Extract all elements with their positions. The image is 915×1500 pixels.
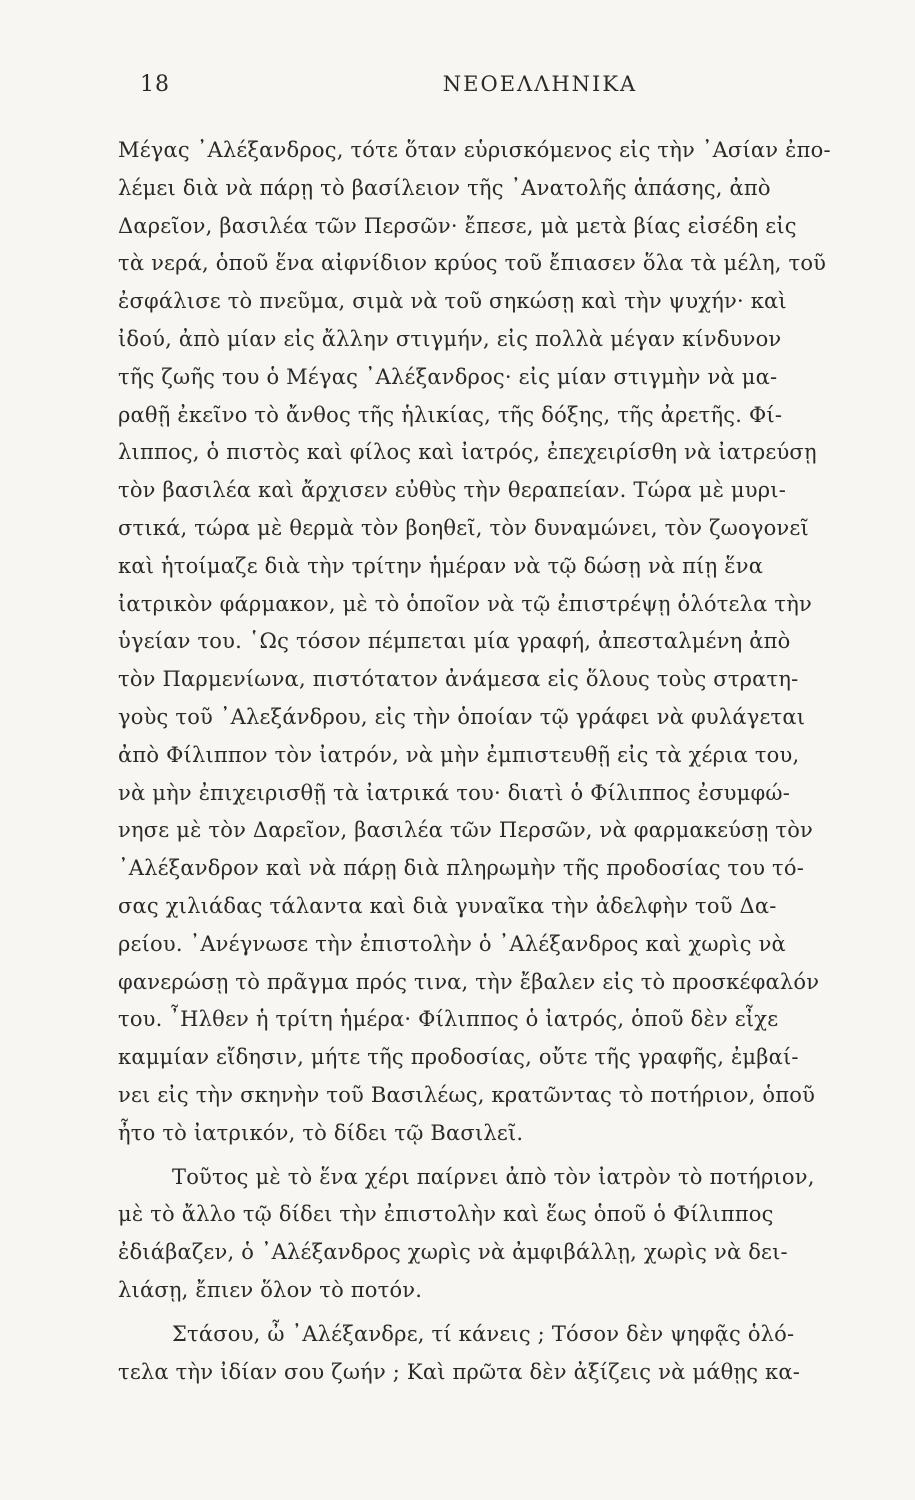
paragraph [118,1159,884,1310]
text-line: Τοῦτος μὲ τὸ ἕνα χέρι παίρνει ἀπὸ τὸν ἰατρὸν τὸ ποτήριον, [172,1164,815,1189]
text-line: ἐσφάλισε τὸ πνεῦμα, σιμὰ νὰ τοῦ σηκώσῃ καὶ τὴν ψυχήν· καὶ [118,289,787,314]
text-line: τὸν Παρμενίωνα, πιστότατον ἀνάμεσα εἰς ὅλους τοὺς στρατη- [118,667,799,692]
text-line: νησε μὲ τὸν Δαρεῖον, βασιλέα τῶν Περσῶν, νὰ φαρμακεύσῃ τὸν [118,818,814,843]
text-line: Δαρεῖον, βασιλέα τῶν Περσῶν· ἔπεσε, μὰ μετὰ βίας εἰσέδη εἰς [118,213,797,238]
text-line: ἐδιάβαζεν, ὁ ᾿Αλέξανδρος χωρὶς νὰ ἀμφιβάλλῃ, χωρὶς νὰ δει- [118,1240,788,1265]
text-line: ρείου. ᾿Ανέγνωσε τὴν ἐπιστολὴν ὁ ᾿Αλέξανδρος καὶ χωρὶς νὰ [118,931,786,956]
text-line: λιππος, ὁ πιστὸς καὶ φίλος καὶ ἰατρός, ἐπεχειρίσθη νὰ ἰατρεύσῃ [118,440,817,465]
text-line: ραθῇ ἐκεῖνο τὸ ἄνθος τῆς ἡλικίας, τῆς δόξης, τῆς ἀρετῆς. Φί- [118,402,783,427]
text-line: καμμίαν εἴδησιν, μήτε τῆς προδοσίας, οὔτε τῆς γραφῆς, ἐμβαί- [118,1045,799,1070]
page-number: 18 [140,72,170,97]
text-line: ἰδού, ἀπὸ μίαν εἰς ἄλλην στιγμήν, εἰς πολλὰ μέγαν κίνδυνον [118,326,782,351]
text-line: μὲ τὸ ἄλλο τῷ δίδει τὴν ἐπιστολὴν καὶ ἕως ὁποῦ ὁ Φίλιππος [118,1202,774,1227]
text-line: λιάσῃ, ἔπιεν ὅλον τὸ ποτόν. [118,1277,423,1302]
text-line: σας χιλιάδας τάλαντα καὶ διὰ γυναῖκα τὴν ἀδελφὴν τοῦ Δα- [118,893,777,918]
text-line: τὸν βασιλέα καὶ ἄρχισεν εὐθὺς τὴν θεραπείαν. Τώρα μὲ μυρι- [118,478,787,503]
text-line: νὰ μὴν ἐπιχειρισθῇ τὰ ἰατρικά του· διατὶ ὁ Φίλιππος ἐσυμφώ- [118,780,791,805]
paragraph [118,132,884,1153]
text-line: ἰατρικὸν φάρμακον, μὲ τὸ ὁποῖον νὰ τῷ ἐπιστρέψῃ ὁλότελα τὴν [118,591,812,616]
body-text [118,132,884,1391]
text-line: του. ῏Ηλθεν ἡ τρίτη ἡμέρα· Φίλιππος ὁ ἰατρός, ὁποῦ δὲν εἶχε [118,1007,779,1032]
text-line: τὰ νερά, ὁποῦ ἕνα αἰφνίδιον κρύος τοῦ ἔπιασεν ὅλα τὰ μέλη, τοῦ [118,251,827,276]
text-line: ᾿Αλέξανδρον καὶ νὰ πάρῃ διὰ πληρωμὴν τῆς προδοσίας του τό- [118,856,804,881]
text-line: τῆς ζωῆς του ὁ Μέγας ᾿Αλέξανδρος· εἰς μίαν στιγμὴν νὰ μα- [118,364,778,389]
page-header [140,72,880,106]
text-line: νει εἰς τὴν σκηνὴν τοῦ Βασιλέως, κρατῶντας τὸ ποτήριον, ὁποῦ [118,1082,816,1107]
running-title: ΝΕΟΕΛΛΗΝΙΚΑ [442,72,638,96]
text-line: φανερώσῃ τὸ πρᾶγμα πρός τινα, τὴν ἔβαλεν εἰς τὸ προσκέφαλόν [118,969,820,994]
text-line: ἀπὸ Φίλιππον τὸν ἰατρόν, νὰ μὴν ἐμπιστευθῇ εἰς τὰ χέρια του, [118,742,800,767]
text-line: Μέγας ᾿Αλέξανδρος, τότε ὅταν εὑρισκόμενος εἰς τὴν ᾿Ασίαν ἐπο- [118,138,831,162]
text-line: γοὺς τοῦ ᾿Αλεξάνδρου, εἰς τὴν ὁποίαν τῷ γράφει νὰ φυλάγεται [118,704,806,729]
text-line: καὶ ἡτοίμαζε διὰ τὴν τρίτην ἡμέραν νὰ τῷ δώσῃ νὰ πίῃ ἕνα [118,553,764,578]
text-line: τελα τὴν ἰδίαν σου ζωήν ; Καὶ πρῶτα δὲν ἀξίζεις νὰ μάθῃς κα- [118,1359,801,1384]
text-line: λέμει διὰ νὰ πάρῃ τὸ βασίλειον τῆς ᾿Ανατολῆς ἁπάσης, ἀπὸ [118,175,771,200]
paragraph [118,1316,884,1392]
text-line: ἦτο τὸ ἰατρικόν, τὸ δίδει τῷ Βασιλεῖ. [118,1120,524,1145]
text-line: ὑγείαν του. ῾Ως τόσον πέμπεται μία γραφή, ἀπεσταλμένη ἀπὸ [118,629,791,654]
text-line: Στάσου, ὦ ᾿Αλέξανδρε, τί κάνεις ; Τόσον δὲν ψηφᾷς ὁλό- [172,1321,795,1346]
text-line: στικά, τώρα μὲ θερμὰ τὸν βοηθεῖ, τὸν δυναμώνει, τὸν ζωογονεῖ [118,515,809,540]
